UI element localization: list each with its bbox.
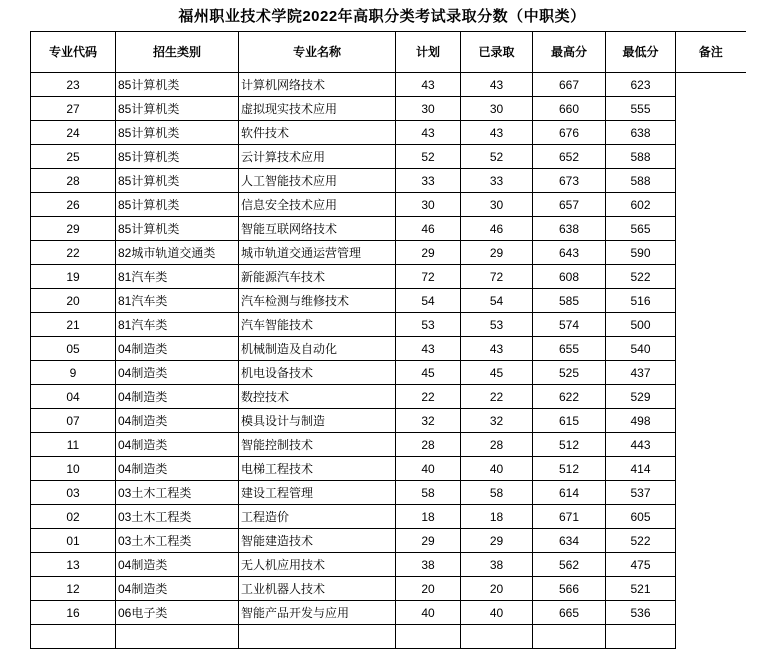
- table-row-cell-remarks: [676, 289, 746, 313]
- table-row-cell-lowest-score: 522: [606, 265, 676, 289]
- table-row-cell-remarks: [676, 217, 746, 241]
- table-row-cell-major-code: 03: [31, 481, 116, 505]
- table-row-cell-plan: 20: [396, 577, 461, 601]
- table-row-cell-major-name: 汽车智能技术: [239, 313, 396, 337]
- table-row: [31, 601, 746, 625]
- table-row: [31, 145, 746, 169]
- table-row-cell-admitted: 40: [461, 601, 533, 625]
- table-row-cell-lowest-score: 536: [606, 601, 676, 625]
- table-row: [31, 457, 746, 481]
- table-row-cell-admitted: 52: [461, 145, 533, 169]
- table-row-cell-enrollment-category: 85计算机类: [116, 73, 239, 97]
- table-row-cell-plan: 52: [396, 145, 461, 169]
- table-row-cell-major-code: 22: [31, 241, 116, 265]
- table-row-cell-major-name: 数控技术: [239, 385, 396, 409]
- table-row-cell-enrollment-category: 03土木工程类: [116, 529, 239, 553]
- table-row: [31, 73, 746, 97]
- column-header-major-name: 专业名称: [239, 32, 396, 73]
- table-row: [31, 553, 746, 577]
- table-row-cell-highest-score: 638: [533, 217, 606, 241]
- table-row: [31, 529, 746, 553]
- table-row-cell-lowest-score: 602: [606, 193, 676, 217]
- table-row-cell-lowest-score: 605: [606, 505, 676, 529]
- table-row-cell-lowest-score: 500: [606, 313, 676, 337]
- table-row-cell-plan: 54: [396, 289, 461, 313]
- table-row-cell-major-name: 智能互联网络技术: [239, 217, 396, 241]
- table-row-cell-admitted: 43: [461, 73, 533, 97]
- table-row-cell-highest-score: 655: [533, 337, 606, 361]
- table-row-cell-major-name: 智能建造技术: [239, 529, 396, 553]
- table-row-cell-remarks: [676, 361, 746, 385]
- table-row-cell-remarks: [676, 337, 746, 361]
- table-row-cell-admitted: 29: [461, 241, 533, 265]
- table-row-cell-remarks: [676, 121, 746, 145]
- table-row-partial-cell-lowest-score: [606, 625, 676, 649]
- table-row-cell-admitted: 40: [461, 457, 533, 481]
- admission-score-table: [30, 31, 746, 649]
- table-row-cell-major-code: 27: [31, 97, 116, 121]
- table-body: [31, 73, 746, 649]
- table-row-cell-admitted: 53: [461, 313, 533, 337]
- table-row: [31, 313, 746, 337]
- table-row-cell-plan: 30: [396, 97, 461, 121]
- table-row: [31, 505, 746, 529]
- table-row-cell-remarks: [676, 577, 746, 601]
- table-row-cell-major-name: 建设工程管理: [239, 481, 396, 505]
- table-row-cell-lowest-score: 540: [606, 337, 676, 361]
- table-row-cell-enrollment-category: 81汽车类: [116, 289, 239, 313]
- table-row-cell-admitted: 18: [461, 505, 533, 529]
- table-row-cell-enrollment-category: 82城市轨道交通类: [116, 241, 239, 265]
- table-row-cell-major-name: 虚拟现实技术应用: [239, 97, 396, 121]
- table-row-partial-cell-remarks: [676, 625, 746, 649]
- table-row-cell-major-name: 信息安全技术应用: [239, 193, 396, 217]
- table-row-cell-remarks: [676, 265, 746, 289]
- table-row-cell-lowest-score: 623: [606, 73, 676, 97]
- table-row-cell-lowest-score: 443: [606, 433, 676, 457]
- table-row-cell-admitted: 30: [461, 97, 533, 121]
- table-row: [31, 121, 746, 145]
- table-row-cell-major-code: 19: [31, 265, 116, 289]
- table-row: [31, 169, 746, 193]
- table-row-cell-lowest-score: 590: [606, 241, 676, 265]
- table-row-cell-plan: 45: [396, 361, 461, 385]
- table-row: [31, 577, 746, 601]
- table-row: [31, 265, 746, 289]
- table-row-cell-plan: 53: [396, 313, 461, 337]
- table-row-partial-cell-admitted: [461, 625, 533, 649]
- table-row-cell-highest-score: 660: [533, 97, 606, 121]
- table-row-cell-major-code: 02: [31, 505, 116, 529]
- table-row-cell-major-code: 16: [31, 601, 116, 625]
- table-row-cell-enrollment-category: 04制造类: [116, 409, 239, 433]
- table-row-cell-major-name: 新能源汽车技术: [239, 265, 396, 289]
- table-row-cell-lowest-score: 437: [606, 361, 676, 385]
- column-header-remarks: 备注: [676, 32, 746, 73]
- table-row-cell-enrollment-category: 04制造类: [116, 553, 239, 577]
- column-header-highest-score: 最高分: [533, 32, 606, 73]
- column-header-major-code: 专业代码: [31, 32, 116, 73]
- table-row: [31, 337, 746, 361]
- table-row-cell-plan: 40: [396, 601, 461, 625]
- table-row-cell-enrollment-category: 81汽车类: [116, 265, 239, 289]
- table-row-cell-lowest-score: 588: [606, 145, 676, 169]
- table-row-cell-highest-score: 652: [533, 145, 606, 169]
- table-row-cell-lowest-score: 521: [606, 577, 676, 601]
- table-row-cell-major-code: 20: [31, 289, 116, 313]
- table-row-cell-admitted: 58: [461, 481, 533, 505]
- table-row: [31, 433, 746, 457]
- table-row: [31, 97, 746, 121]
- table-row-cell-lowest-score: 475: [606, 553, 676, 577]
- table-row-cell-enrollment-category: 04制造类: [116, 433, 239, 457]
- table-row: [31, 241, 746, 265]
- table-row-partial-cell-plan: [396, 625, 461, 649]
- table-row-cell-enrollment-category: 85计算机类: [116, 169, 239, 193]
- table-header: [31, 32, 746, 73]
- table-row-cell-highest-score: 566: [533, 577, 606, 601]
- table-row-cell-major-code: 28: [31, 169, 116, 193]
- table-row-cell-plan: 33: [396, 169, 461, 193]
- table-row-cell-enrollment-category: 04制造类: [116, 361, 239, 385]
- table-row-partial-cell-major-code: [31, 625, 116, 649]
- table-row-cell-major-name: 软件技术: [239, 121, 396, 145]
- table-row-cell-plan: 18: [396, 505, 461, 529]
- table-row-cell-major-code: 04: [31, 385, 116, 409]
- table-row-cell-plan: 38: [396, 553, 461, 577]
- table-row-cell-admitted: 43: [461, 121, 533, 145]
- table-row-cell-enrollment-category: 04制造类: [116, 457, 239, 481]
- table-row-cell-enrollment-category: 03土木工程类: [116, 481, 239, 505]
- table-row-cell-admitted: 29: [461, 529, 533, 553]
- table-row-cell-major-name: 电梯工程技术: [239, 457, 396, 481]
- table-row-cell-major-name: 无人机应用技术: [239, 553, 396, 577]
- table-row-cell-plan: 29: [396, 529, 461, 553]
- table-row-cell-major-name: 机电设备技术: [239, 361, 396, 385]
- table-row: [31, 193, 746, 217]
- table-row-partial-cell-highest-score: [533, 625, 606, 649]
- table-row-cell-admitted: 33: [461, 169, 533, 193]
- table-row-cell-lowest-score: 565: [606, 217, 676, 241]
- table-row-cell-remarks: [676, 409, 746, 433]
- table-row-cell-lowest-score: 498: [606, 409, 676, 433]
- table-row-cell-remarks: [676, 433, 746, 457]
- table-row-cell-major-code: 12: [31, 577, 116, 601]
- table-row-cell-major-code: 23: [31, 73, 116, 97]
- table-row: [31, 481, 746, 505]
- table-row-partial: [31, 625, 746, 649]
- table-row-cell-major-name: 汽车检测与维修技术: [239, 289, 396, 313]
- table-row-cell-lowest-score: 588: [606, 169, 676, 193]
- table-row-cell-major-name: 人工智能技术应用: [239, 169, 396, 193]
- table-row-partial-cell-enrollment-category: [116, 625, 239, 649]
- table-row-cell-admitted: 45: [461, 361, 533, 385]
- table-row-cell-remarks: [676, 529, 746, 553]
- table-row-cell-plan: 46: [396, 217, 461, 241]
- column-header-lowest-score: 最低分: [606, 32, 676, 73]
- table-row-cell-highest-score: 671: [533, 505, 606, 529]
- table-row-cell-major-code: 29: [31, 217, 116, 241]
- table-row-cell-enrollment-category: 04制造类: [116, 337, 239, 361]
- table-row-cell-major-code: 13: [31, 553, 116, 577]
- table-row-cell-major-code: 10: [31, 457, 116, 481]
- table-row-cell-lowest-score: 638: [606, 121, 676, 145]
- table-row-cell-major-name: 工程造价: [239, 505, 396, 529]
- table-row-cell-lowest-score: 522: [606, 529, 676, 553]
- table-row-cell-remarks: [676, 145, 746, 169]
- table-row-cell-admitted: 20: [461, 577, 533, 601]
- header-row: [31, 32, 746, 73]
- table-row-cell-highest-score: 615: [533, 409, 606, 433]
- table-row-cell-lowest-score: 537: [606, 481, 676, 505]
- table-row-cell-major-code: 21: [31, 313, 116, 337]
- table-row-cell-major-code: 05: [31, 337, 116, 361]
- table-row-cell-plan: 22: [396, 385, 461, 409]
- table-row: [31, 385, 746, 409]
- table-row-cell-plan: 43: [396, 73, 461, 97]
- table-row-cell-major-code: 26: [31, 193, 116, 217]
- table-row-cell-plan: 72: [396, 265, 461, 289]
- table-row: [31, 217, 746, 241]
- table-row-cell-major-code: 11: [31, 433, 116, 457]
- table-row-cell-highest-score: 512: [533, 433, 606, 457]
- table-row-cell-plan: 43: [396, 337, 461, 361]
- table-row-cell-highest-score: 676: [533, 121, 606, 145]
- table-row-cell-plan: 43: [396, 121, 461, 145]
- table-row-cell-major-name: 计算机网络技术: [239, 73, 396, 97]
- table-row-cell-plan: 29: [396, 241, 461, 265]
- table-row-cell-major-name: 机械制造及自动化: [239, 337, 396, 361]
- table-row-cell-remarks: [676, 481, 746, 505]
- table-row-cell-enrollment-category: 81汽车类: [116, 313, 239, 337]
- table-row: [31, 289, 746, 313]
- table-row-cell-lowest-score: 414: [606, 457, 676, 481]
- table-row-cell-highest-score: 673: [533, 169, 606, 193]
- table-row-cell-admitted: 43: [461, 337, 533, 361]
- table-row-cell-plan: 30: [396, 193, 461, 217]
- table-row-cell-remarks: [676, 97, 746, 121]
- table-row-cell-admitted: 72: [461, 265, 533, 289]
- table-row-cell-admitted: 22: [461, 385, 533, 409]
- table-row-cell-remarks: [676, 601, 746, 625]
- table-row-cell-plan: 32: [396, 409, 461, 433]
- table-row-cell-highest-score: 643: [533, 241, 606, 265]
- table-row-cell-enrollment-category: 85计算机类: [116, 121, 239, 145]
- table-row-cell-remarks: [676, 193, 746, 217]
- table-row: [31, 409, 746, 433]
- table-row-cell-admitted: 54: [461, 289, 533, 313]
- table-row-cell-lowest-score: 555: [606, 97, 676, 121]
- table-row-cell-highest-score: 512: [533, 457, 606, 481]
- table-row-cell-major-name: 云计算技术应用: [239, 145, 396, 169]
- table-row-cell-major-name: 模具设计与制造: [239, 409, 396, 433]
- table-row: [31, 361, 746, 385]
- table-row-cell-admitted: 38: [461, 553, 533, 577]
- table-row-cell-enrollment-category: 04制造类: [116, 385, 239, 409]
- table-row-cell-major-name: 智能控制技术: [239, 433, 396, 457]
- table-row-cell-highest-score: 665: [533, 601, 606, 625]
- table-row-cell-remarks: [676, 457, 746, 481]
- table-row-cell-highest-score: 667: [533, 73, 606, 97]
- table-row-cell-admitted: 30: [461, 193, 533, 217]
- table-row-cell-plan: 58: [396, 481, 461, 505]
- table-row-cell-major-name: 工业机器人技术: [239, 577, 396, 601]
- table-row-cell-remarks: [676, 73, 746, 97]
- table-row-cell-enrollment-category: 85计算机类: [116, 217, 239, 241]
- table-row-cell-plan: 28: [396, 433, 461, 457]
- table-row-cell-plan: 40: [396, 457, 461, 481]
- table-row-cell-major-code: 01: [31, 529, 116, 553]
- table-row-cell-remarks: [676, 385, 746, 409]
- table-row-cell-lowest-score: 529: [606, 385, 676, 409]
- table-row-cell-enrollment-category: 03土木工程类: [116, 505, 239, 529]
- table-row-cell-admitted: 32: [461, 409, 533, 433]
- table-row-cell-remarks: [676, 553, 746, 577]
- table-row-cell-enrollment-category: 85计算机类: [116, 145, 239, 169]
- table-row-cell-major-code: 24: [31, 121, 116, 145]
- table-row-cell-remarks: [676, 241, 746, 265]
- page-title: 福州职业技术学院2022年高职分类考试录取分数（中职类）: [178, 8, 586, 25]
- table-row-cell-admitted: 46: [461, 217, 533, 241]
- column-header-plan: 计划: [396, 32, 461, 73]
- table-row-cell-highest-score: 585: [533, 289, 606, 313]
- table-row-cell-remarks: [676, 313, 746, 337]
- table-row-cell-enrollment-category: 85计算机类: [116, 193, 239, 217]
- table-row-cell-highest-score: 608: [533, 265, 606, 289]
- table-row-cell-enrollment-category: 85计算机类: [116, 97, 239, 121]
- table-row-cell-major-code: 25: [31, 145, 116, 169]
- table-row-cell-highest-score: 634: [533, 529, 606, 553]
- column-header-enrollment-category: 招生类别: [116, 32, 239, 73]
- table-row-partial-cell-major-name: [239, 625, 396, 649]
- table-row-cell-remarks: [676, 169, 746, 193]
- table-row-cell-enrollment-category: 04制造类: [116, 577, 239, 601]
- table-row-cell-highest-score: 562: [533, 553, 606, 577]
- table-row-cell-highest-score: 622: [533, 385, 606, 409]
- table-row-cell-remarks: [676, 505, 746, 529]
- table-row-cell-major-name: 城市轨道交通运营管理: [239, 241, 396, 265]
- table-row-cell-major-code: 9: [31, 361, 116, 385]
- table-row-cell-highest-score: 525: [533, 361, 606, 385]
- table-row-cell-highest-score: 614: [533, 481, 606, 505]
- column-header-admitted: 已录取: [461, 32, 533, 73]
- table-row-cell-admitted: 28: [461, 433, 533, 457]
- table-row-cell-highest-score: 574: [533, 313, 606, 337]
- table-row-cell-enrollment-category: 06电子类: [116, 601, 239, 625]
- table-row-cell-lowest-score: 516: [606, 289, 676, 313]
- table-row-cell-highest-score: 657: [533, 193, 606, 217]
- table-row-cell-major-name: 智能产品开发与应用: [239, 601, 396, 625]
- table-row-cell-major-code: 07: [31, 409, 116, 433]
